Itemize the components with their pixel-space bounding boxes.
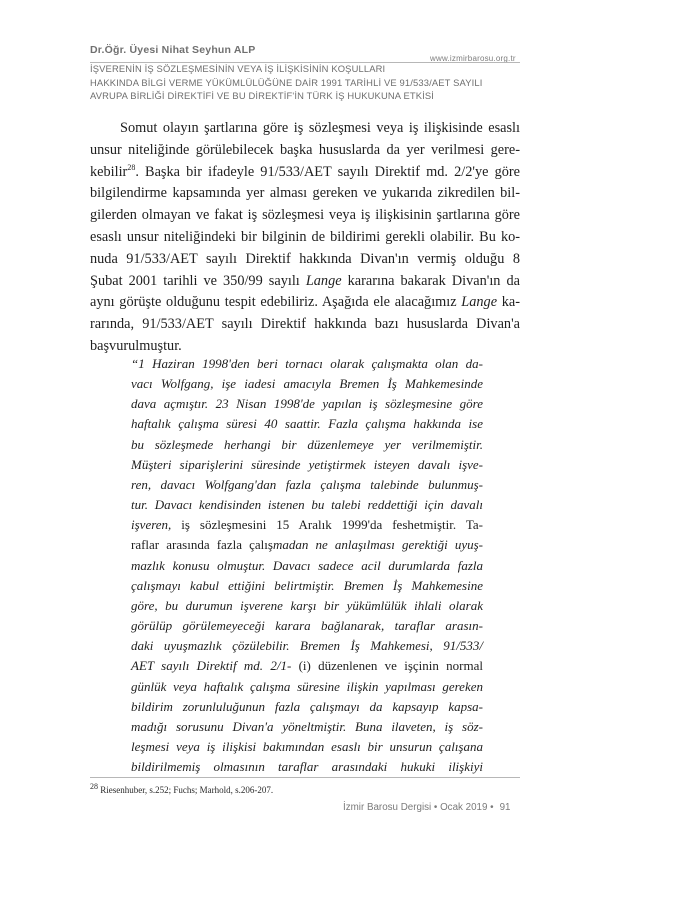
paragraph-line bbox=[90, 292, 520, 314]
quote-line: leşmesi veya iş ilişkisi bakımından esaslı bir unsurun çalışana bbox=[131, 738, 483, 754]
footnote-text: Riesenhuber, s.252; Fuchs; Marhold, s.206-207. bbox=[100, 785, 274, 795]
quote-line bbox=[131, 515, 483, 535]
text-run: aynı görüşte olduğunu tespit edebiliriz. Aşağıda ele alacağımız bbox=[90, 294, 462, 311]
quote-line: “1 Haziran 1998'den beri tornacı olarak çalışmakta olan da- bbox=[131, 356, 483, 371]
quote-line: vacı Wolfgang, işe iadesi amacıyla Bremen İş Mahkemesinde bbox=[131, 376, 483, 392]
quote-line: günlük veya haftalık çalışma süresine ilişkin yapılması gereken bbox=[131, 678, 483, 694]
quote-line: bu sözleşmede herhangi bir düzenlemeye yer verilmemiştir. bbox=[131, 436, 483, 452]
footnote-number: 28 bbox=[90, 782, 98, 791]
quote-line: tur. Davacı kendisinden istenen bu talebi reddettiği için davalı bbox=[131, 497, 483, 513]
running-title bbox=[90, 62, 520, 103]
quote-line: mazlık konusu olmuştur. Davacı sadece acil durumlarda fazla bbox=[131, 557, 483, 573]
block-quote bbox=[131, 354, 483, 777]
text-run: kebilir bbox=[90, 163, 128, 180]
author-name: Dr.Öğr. Üyesi Nihat Seyhun ALP bbox=[90, 44, 256, 56]
paragraph-line bbox=[90, 162, 520, 184]
text-run: iş sözleşmesini 15 Aralık 1999'da feshetmiştir. Ta- bbox=[181, 517, 483, 533]
quote-line: Müşteri siparişlerini süresinde yetiştirmek isteyen davalı işve- bbox=[131, 456, 483, 472]
paragraph-line: başvurulmuştur. bbox=[90, 337, 182, 354]
case-name: Lange bbox=[305, 272, 342, 289]
paragraph-line: Somut olayın şartlarına göre iş sözleşmesi veya iş ilişkisinde esaslı bbox=[120, 120, 520, 136]
website-url[interactable]: www.izmirbarosu.org.tr bbox=[430, 54, 516, 63]
journal-name: İzmir Barosu Dergisi • Ocak 2019 • bbox=[343, 802, 494, 813]
quote-line: bildirim zorunluluğunun fazla çalışmayı da kapsayıp kapsa- bbox=[131, 698, 483, 714]
paragraph-line: unsur niteliğinde görülebilecek başka hususlarda da yer verilmesi gere- bbox=[90, 141, 520, 158]
text-run: kararına bakarak Divan'ın da bbox=[341, 272, 521, 289]
paragraph-line: nuda 91/533/AET sayılı Direktif hakkında Divan'ın vermiş olduğu 8 bbox=[90, 250, 520, 267]
case-name: Lange bbox=[461, 294, 498, 311]
text-run: ka- bbox=[497, 294, 520, 311]
paragraph-line: bilgilendirme kapsamında yer alması gereken ve yukarıda zikredilen bil- bbox=[90, 185, 520, 202]
quote-line: haftalık çalışma süresi 40 saattir. Fazla çalışma hakkında ise bbox=[131, 416, 483, 432]
paragraph-line: rarında, 91/533/AET sayılı Direktif hakkında bazı hususlarda Divan'a bbox=[90, 316, 520, 333]
page-number: 91 bbox=[499, 802, 511, 813]
running-title-line: HAKKINDA BİLGİ VERME YÜKÜMLÜLÜĞÜNE DAİR 1991 TARİHLİ VE 91/533/AET SAYILI bbox=[90, 76, 483, 88]
quote-line: ren, davacı Wolfgang'dan fazla çalışma talebinde bulunmuş- bbox=[131, 476, 483, 492]
quote-line: madığı sorusunu Divan'a yöneltmiştir. Buna ilaveten, iş söz- bbox=[131, 718, 483, 734]
footnote-reference[interactable]: 28 bbox=[127, 162, 136, 172]
text-run: madan ne anlaşılması gerektiği uyuş- bbox=[272, 537, 483, 553]
footnote-divider bbox=[90, 777, 520, 778]
text-run: işveren, bbox=[131, 517, 182, 533]
running-title-line: İŞVERENİN İŞ SÖZLEŞMESİNİN VEYA İŞ İLİŞKİSİNİN KOŞULLARI bbox=[90, 63, 386, 74]
quote-line bbox=[131, 656, 483, 676]
quote-line: çalışmayı kabul ettiğini belirtmiştir. Bremen İş Mahkemesine bbox=[131, 577, 483, 593]
paragraph-line: esaslı unsur niteliğindeki bir bilginin de bildirimi gerekli olabilir. Bu ko- bbox=[90, 228, 520, 245]
paragraph-line: gilerden olmayan ve fakat iş sözleşmesi veya iş ilişkisinin şartlarına göre bbox=[90, 207, 520, 224]
quote-line: dava açmıştır. 23 Nisan 1998'de yapılan iş sözleşmesine göre bbox=[131, 396, 483, 412]
text-run: raflar arasında fazla çalış bbox=[131, 537, 273, 553]
quote-line bbox=[131, 535, 483, 555]
footnote bbox=[90, 782, 274, 795]
paragraph-line bbox=[90, 271, 520, 293]
text-run: AET sayılı Direktif md. 2/1- bbox=[131, 658, 299, 674]
quote-line: görülüp görülemeyeceği karara bağlanarak, taraflar arasın- bbox=[131, 618, 483, 634]
body-paragraph bbox=[90, 118, 520, 358]
text-run: (i) düzenlenen ve işçinin normal bbox=[298, 658, 483, 674]
quote-line: göre, bu durumun işverene karşı bir yükümlülük ihlali olarak bbox=[131, 597, 483, 613]
text-run: . Başka bir ifadeyle 91/533/AET sayılı Direktif md. 2/2'ye göre bbox=[135, 163, 520, 180]
running-title-line: AVRUPA BİRLİĞİ DİREKTİFİ VE BU DİREKTİF'İN TÜRK İŞ HUKUKUNA ETKİSİ bbox=[90, 90, 435, 102]
quote-line: daki uyuşmazlık çözülebilir. Bremen İş Mahkemesi, 91/533/ bbox=[131, 638, 483, 654]
text-run: Şubat 2001 tarihli ve 350/99 sayılı bbox=[90, 272, 306, 289]
page-footer bbox=[343, 802, 511, 813]
quote-line: bildirilmemiş olmasının taraflar arasındaki hukuki ilişkiyi bbox=[131, 759, 483, 775]
